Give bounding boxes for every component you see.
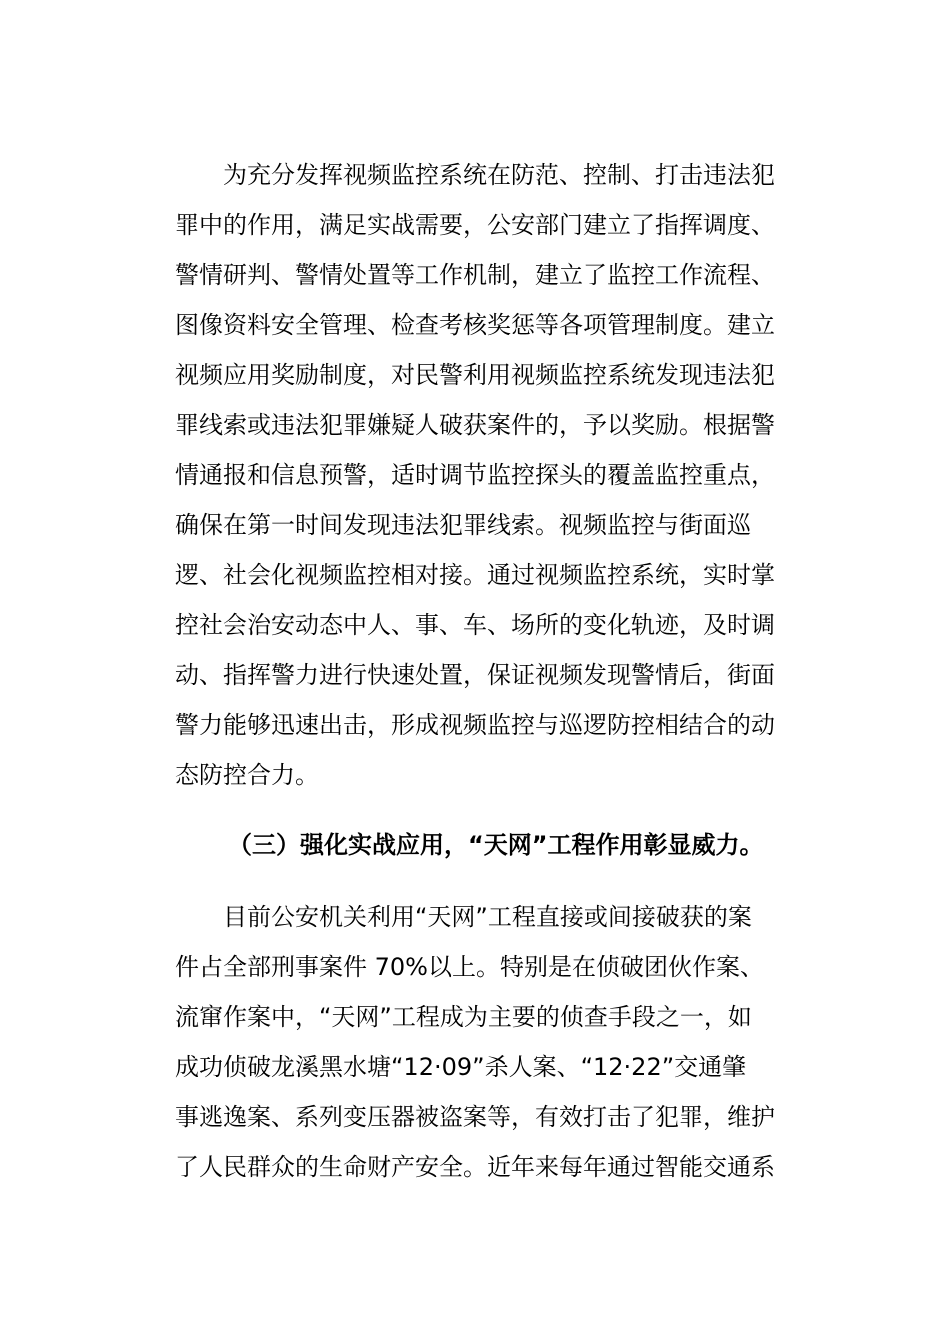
paragraph1-line-11: 动、指挥警力进行快速处置，保证视频发现警情后，街面: [175, 661, 775, 689]
paragraph2-line-2: 件占全部刑事案件 70%以上。特别是在侦破团伙作案、: [175, 953, 764, 981]
paragraph2-line-3: 流窜作案中，“天网”工程成为主要的侦查手段之一，如: [175, 1003, 752, 1031]
paragraph1-line-9: 逻、社会化视频监控相对接。通过视频监控系统，实时掌: [175, 561, 775, 589]
paragraph2-line-4: 成功侦破龙溪黑水塘“12·09”杀人案、“12·22”交通肇: [175, 1053, 747, 1081]
paragraph1-line-3: 警情研判、警情处置等工作机制，建立了监控工作流程、: [175, 261, 775, 289]
paragraph1-line-8: 确保在第一时间发现违法犯罪线索。视频监控与街面巡: [175, 511, 751, 539]
paragraph1-line-5: 视频应用奖励制度，对民警利用视频监控系统发现违法犯: [175, 361, 775, 389]
paragraph1-line-13: 态防控合力。: [175, 761, 319, 789]
paragraph2-line-6: 了人民群众的生命财产安全。近年来每年通过智能交通系: [175, 1153, 775, 1181]
paragraph1-line-4: 图像资料安全管理、检查考核奖惩等各项管理制度。建立: [175, 311, 775, 339]
paragraph1-line-7: 情通报和信息预警，适时调节监控探头的覆盖监控重点，: [175, 461, 775, 489]
paragraph1-line-6: 罪线索或违法犯罪嫌疑人破获案件的，予以奖励。根据警: [175, 411, 775, 439]
paragraph2-line-1: 目前公安机关利用“天网”工程直接或间接破获的案: [223, 903, 752, 931]
paragraph1-line-12: 警力能够迅速出击，形成视频监控与巡逻防控相结合的动: [175, 711, 775, 739]
paragraph1-line-1: 为充分发挥视频监控系统在防范、控制、打击违法犯: [223, 161, 775, 189]
paragraph2-line-5: 事逃逸案、系列变压器被盗案等，有效打击了犯罪，维护: [175, 1103, 775, 1131]
section-heading: （三）强化实战应用，“天网”工程作用彰显威力。: [228, 831, 764, 859]
paragraph1-line-2: 罪中的作用，满足实战需要，公安部门建立了指挥调度、: [175, 211, 775, 239]
paragraph1-line-10: 控社会治安动态中人、事、车、场所的变化轨迹，及时调: [175, 611, 775, 639]
